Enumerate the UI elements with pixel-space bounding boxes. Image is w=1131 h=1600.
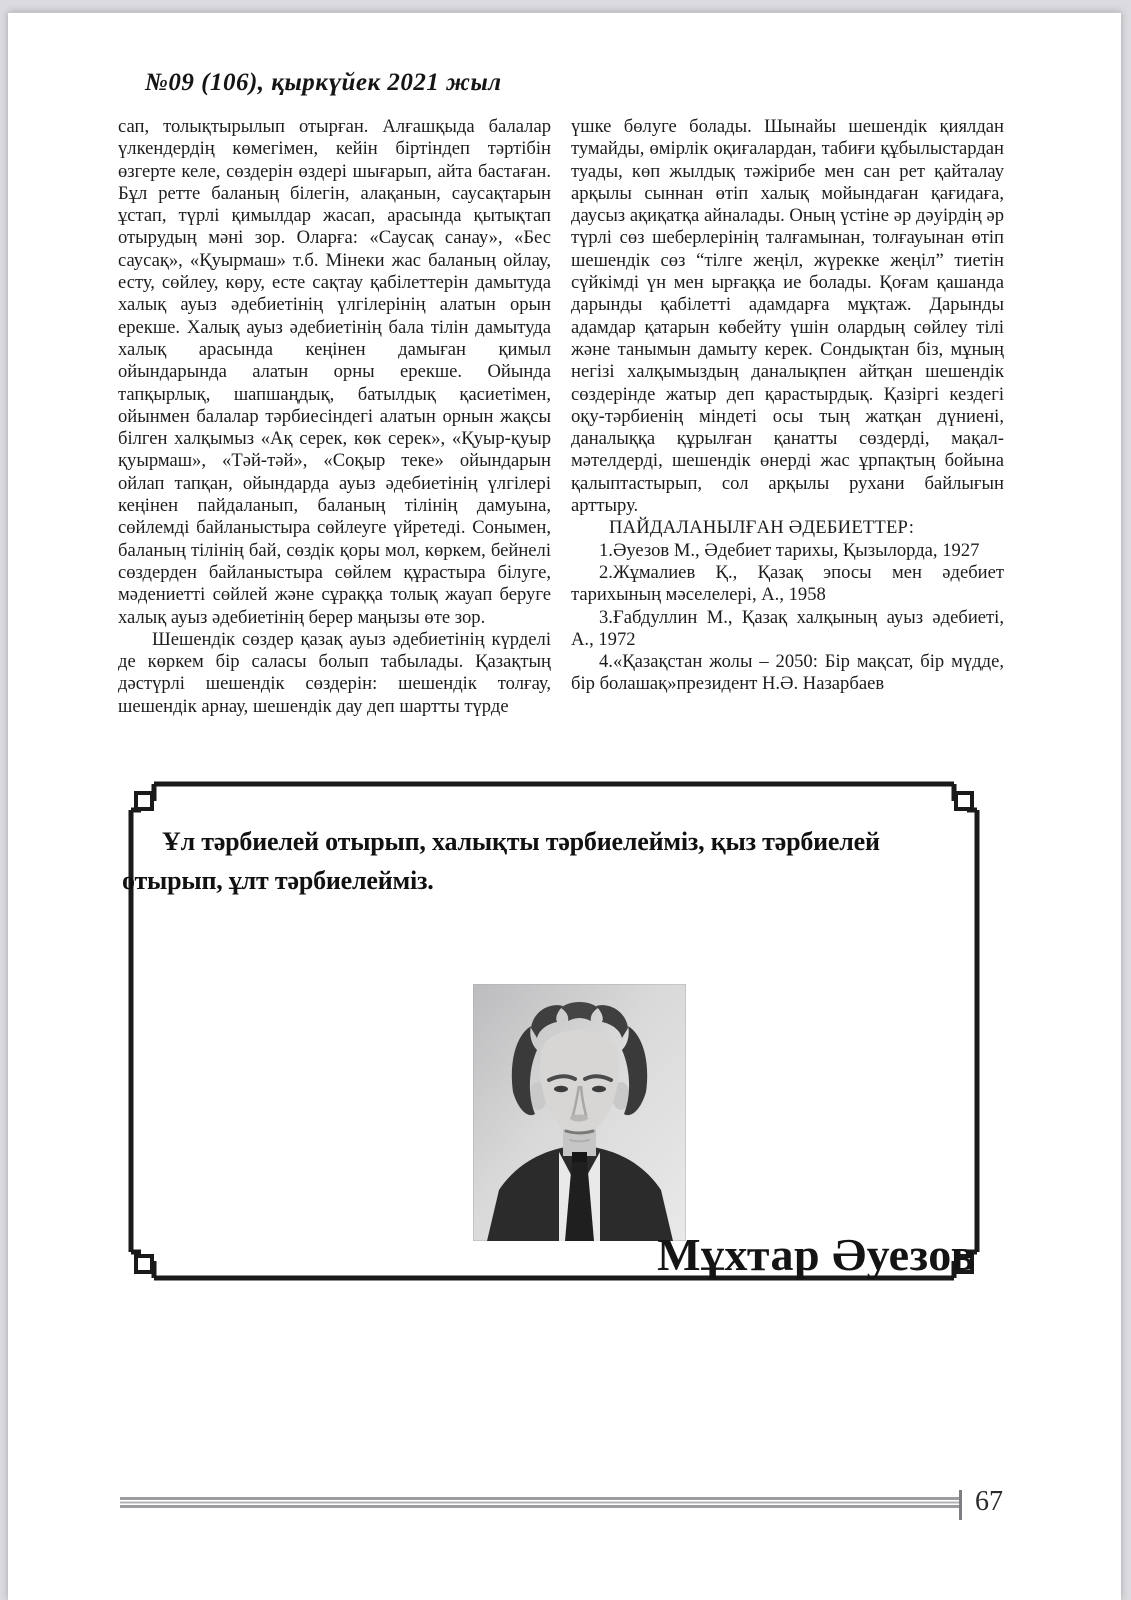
reference-item: 3.Ғабдуллин М., Қазақ халқының ауыз әдебиеті, А., 1972 (571, 606, 1004, 650)
quote-text: Ұл тәрбиелей отырып, халықты тәрбиелейміз, қыз тәрбиелей отырып, ұлт тәрбиелейміз. (122, 827, 880, 895)
page-number: 67 (975, 1486, 1003, 1517)
reference-item: 4.«Қазақстан жолы – 2050: Бір мақсат, бір мүдде, бір болашақ»президент Н.Ә. Назарбаев (571, 651, 1004, 695)
quote-frame (118, 770, 990, 1292)
corner-knot (136, 1256, 152, 1272)
issue-header: №09 (106), қыркүйек 2021 жыл (145, 69, 502, 96)
portrait-photo (473, 984, 686, 1241)
paragraph: үшке бөлуге болады. Шынайы шешендік қиялдан тумайды, өмірлік оқиғалардан, табиғи құбылыстардан туады, көп жылдық тәжірибе мен сан рет қайталау арқылы сыннан өтіп халық мойындаған қағидаға, даусыз ақиқатқа айналады. Оның үстіне әр дәуірдің әр түрлі сөз шеберлерінің талғамынан, толғауынан өтіп шешендік сөз “тілге жеңіл, жүрекке жеңіл” тиетін сүйкімді үн мен ырғаққа ие болады. Қоғам қашанда дарынды қабілетті адамдарға мұқтаж. Дарынды адамдар қатарын көбейту үшін олардың сөйлеу тілі және танымын дамыту керек. Сондықтан біз, мұның негізі халқымыздың даналықпен айтқан шешендік сөздерінде жатыр деп қарастырдық. Қазіргі кездегі оқу-тәрбиенің міндеті осы тың жатқан дүниені, даналыққа құрылған қанатты сөздерді, мақал-мәтелдерді, шешендік өнерді жас ұрпақтың бойына қалыптастырып, сол арқылы рухани байлығын арттыру. (571, 116, 1004, 517)
column-right (571, 116, 1004, 718)
reference-item: 1.Әуезов М., Әдебиет тарихы, Қызылорда, 1927 (599, 539, 980, 561)
article-body (118, 116, 1004, 718)
portrait-caption: Мұхтар Әуезов (657, 1229, 976, 1280)
column-left (118, 116, 551, 718)
reference-item: 2.Жұмалиев Қ., Қазақ эпосы мен әдебиет тарихының мәселелері, А., 1958 (571, 561, 1004, 606)
paragraph: сап, толықтырылып отырған. Алғашқыда балалар үлкендердің көмегімен, кейін біртіндеп тәртібін өзгерте келе, сөздерін өздері шығарып, айта бастаған. Бұл ретте баланың білегін, алақанын, саусақтарын ұстап, түрлі қимылдар жасап, арасында қытықтап отырудың мәні зор. Оларға: «Саусақ санау», «Бес саусақ», «Қуырмаш» т.б. Мінеки жас баланың ойлау, есту, сөйлеу, көру, есте сақтау қабілеттерін дамытуда халық ауыз әдебиетінің үлгілерінің алатын орын ерекше. Халық ауыз әдебиетінің бала тілін дамытуда халық арасында кеңінен дамыған қимыл ойындарында алатын орны ерекше. Ойында тапқырлық, шапшаңдық, батылдық қасиетімен, ойынмен балалар тәрбиесіндегі алатын орнын жақсы білген халқымыз «Ақ серек, көк серек», «Қуыр-қуыр қуырмаш», «Тәй-тәй», «Соқыр теке» ойындарын ойлап тапқан, ойындарда ауыз әдебиетінің үлгілері кеңінен пайдаланып, баланың тілінің дамуына, сөйлемді байланыстыра сөйлеуге үйретеді. Сонымен, баланың тілінің бай, сөздік қоры мол, көркем, бейнелі сөздерден байланыстыра сөйлем құрастыра білуге, мәдениетті сөйлей және сұраққа толық жауап беруге халық ауыз әдебиетінің берер маңызы өте зор. (118, 116, 551, 628)
references-title: ПАЙДАЛАНЫЛҒАН ӘДЕБИЕТТЕР: (609, 517, 915, 539)
portrait-illustration (473, 984, 686, 1241)
corner-knot (136, 793, 152, 809)
scanned-page (8, 12, 1121, 1600)
footer-rule-tick (959, 1490, 962, 1520)
paragraph: Шешендік сөздер қазақ ауыз әдебиетінің күрделі де көркем бір саласы болып табылады. Қазақтың дәстүрлі шешендік сөздерін: шешендік толғау, шешендік арнау, шешендік дау деп шартты түрде (118, 628, 551, 717)
footer-rule (120, 1497, 959, 1508)
corner-knot (956, 793, 972, 809)
